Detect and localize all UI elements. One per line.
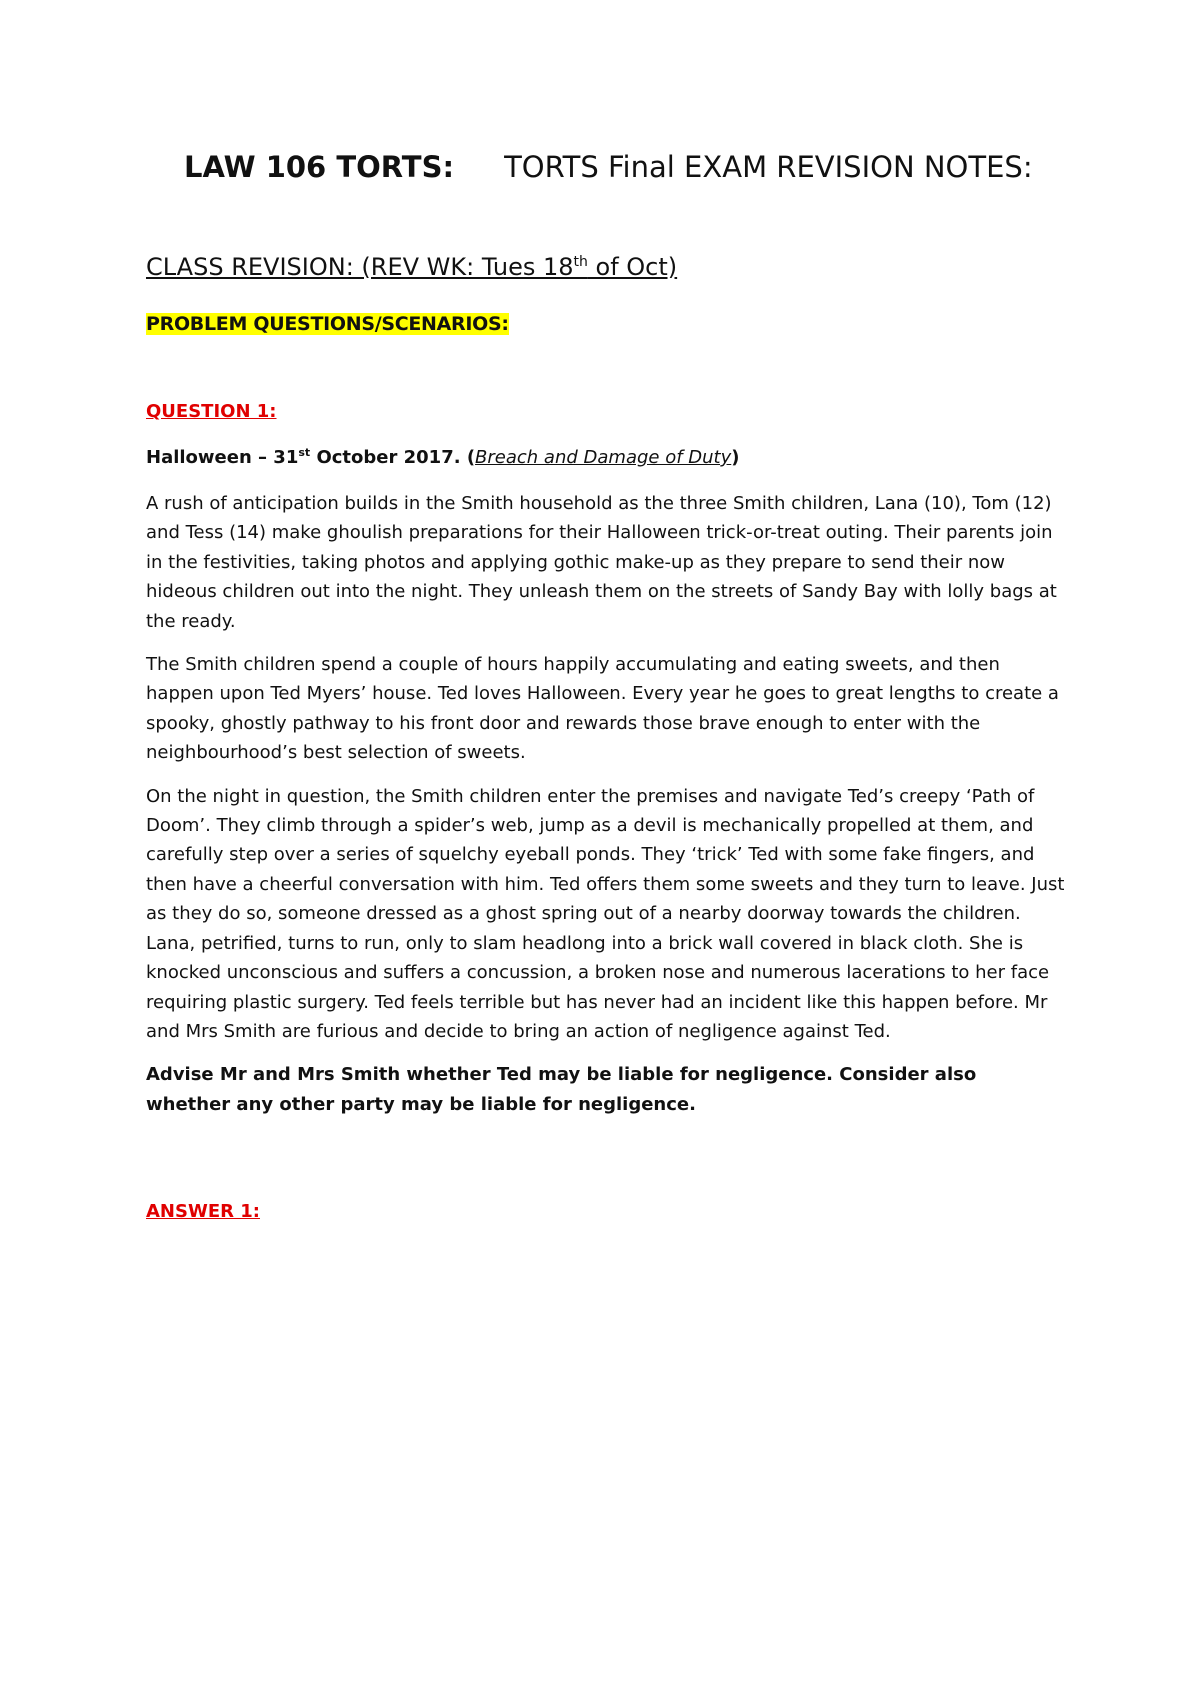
scenario-subtitle: Breach and Damage of Duty bbox=[475, 447, 732, 468]
class-revision-prefix: CLASS REVISION: (REV WK: Tues 18 bbox=[146, 253, 574, 281]
scenario-paragraph: A rush of anticipation builds in the Smith household as the three Smith children, Lana (10), Tom (12) and Tess (14) make ghoulish preparations for their Halloween trick-or-treat outing. Their parents join in the festivities, taking photos and applying gothic make-up as they prepare to send their now hideous children out into the night. They unleash them on the streets of Sandy Bay with lolly bags at the ready. bbox=[146, 493, 1057, 632]
class-revision-suffix: of Oct) bbox=[587, 253, 678, 281]
answer-heading: ANSWER 1: bbox=[146, 1201, 260, 1222]
scenario-ordinal: st bbox=[298, 446, 311, 459]
scenario-middle: October 2017. ( bbox=[310, 447, 476, 468]
scenario-prefix: Halloween – 31 bbox=[146, 447, 299, 468]
advice-instruction: Advise Mr and Mrs Smith whether Ted may be liable for negligence. Consider also whether any other party may be liable for negligence. bbox=[146, 1064, 977, 1115]
problem-questions-heading: PROBLEM QUESTIONS/SCENARIOS: bbox=[146, 313, 509, 335]
scenario-heading bbox=[146, 446, 739, 468]
class-revision-heading bbox=[146, 253, 677, 281]
scenario-body bbox=[146, 489, 1066, 1133]
question-heading: QUESTION 1: bbox=[146, 401, 277, 422]
scenario-paragraph: On the night in question, the Smith children enter the premises and navigate Ted’s creepy ‘Path of Doom’. They climb through a spider’s web, jump as a devil is mechanically propelled at them, and carefully step over a series of squelchy eyeball ponds. They ‘trick’ Ted with some fake fingers, and then have a cheerful conversation with him. Ted offers them some sweets and they turn to leave. Just as they do so, someone dressed as a ghost spring out of a nearby doorway towards the children. Lana, petrified, turns to run, only to slam headlong into a brick wall covered in black cloth. She is knocked unconscious and suffers a concussion, a broken nose and numerous lacerations to her face requiring plastic surgery. Ted feels terrible but has never had an incident like this happen before. Mr and Mrs Smith are furious and decide to bring an action of negligence against Ted. bbox=[146, 785, 1065, 1042]
class-revision-ordinal: th bbox=[573, 254, 588, 270]
title-subject: TORTS Final EXAM REVISION NOTES: bbox=[504, 150, 1033, 184]
scenario-paragraph: The Smith children spend a couple of hours happily accumulating and eating sweets, and then happen upon Ted Myers’ house. Ted loves Halloween. Every year he goes to great lengths to create a spooky, ghostly pathway to his front door and rewards those brave enough to enter with the neighbourhood’s best selection of sweets. bbox=[146, 654, 1059, 764]
scenario-suffix: ) bbox=[731, 447, 740, 468]
document-title bbox=[184, 150, 1033, 184]
title-course: LAW 106 TORTS: bbox=[184, 150, 455, 184]
